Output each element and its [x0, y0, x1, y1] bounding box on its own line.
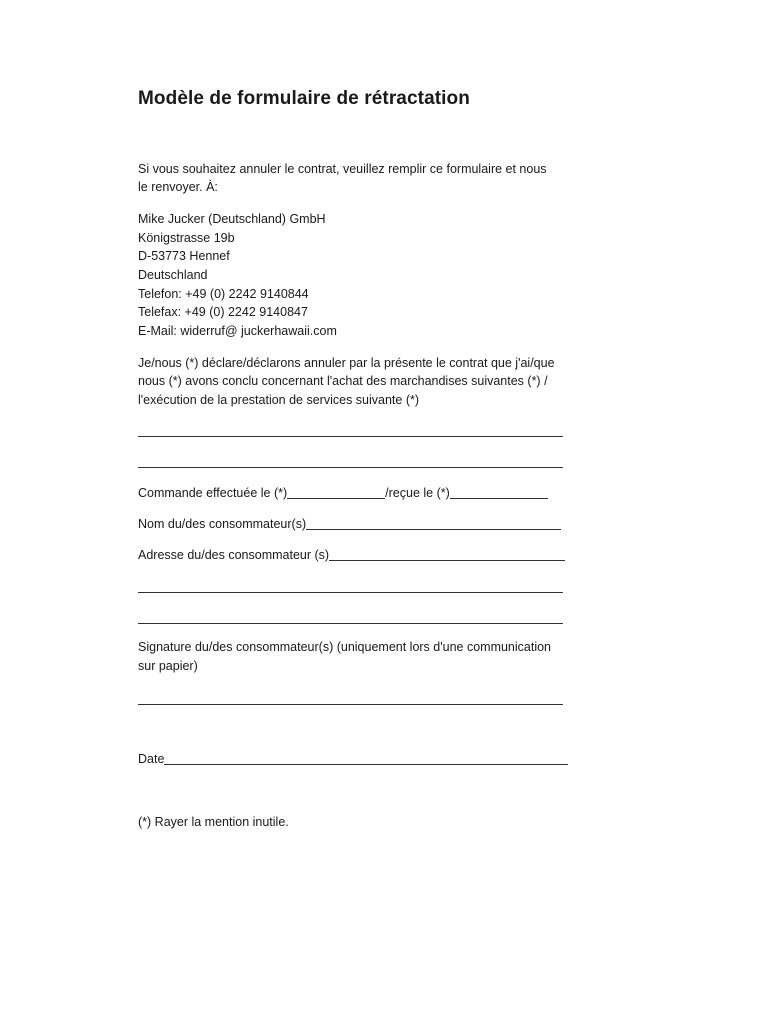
received-date-field[interactable] — [450, 486, 548, 499]
date-row — [138, 750, 568, 768]
declaration-line-3: l'exécution de la prestation de services suivante (*) — [138, 393, 420, 407]
address-line-3[interactable] — [138, 623, 563, 624]
address-line-2[interactable] — [138, 592, 563, 593]
order-date-row — [138, 484, 548, 502]
declaration-line-2: nous (*) avons conclu concernant l'achat des marchandises suivantes (*) / — [138, 374, 548, 388]
address-company: Mike Jucker (Deutschland) GmbH — [138, 212, 326, 226]
date-label: Date — [138, 752, 165, 766]
footnote: (*) Rayer la mention inutile. — [138, 815, 289, 829]
signature-line-2: sur papier) — [138, 659, 198, 673]
form-title: Modèle de formulaire de rétractation — [138, 88, 470, 109]
signature-line-1: Signature du/des consommateur(s) (uniquement lors d'une communication — [138, 640, 552, 654]
date-field[interactable] — [164, 752, 568, 765]
signature-field[interactable] — [138, 704, 563, 705]
consumer-address-field[interactable] — [329, 548, 565, 561]
consumer-name-label: Nom du/des consommateur(s) — [138, 517, 307, 531]
address-telefon: Telefon: +49 (0) 2242 9140844 — [138, 287, 309, 301]
address-street: Königstrasse 19b — [138, 231, 235, 245]
order-date-field[interactable] — [287, 486, 385, 499]
goods-line-1[interactable] — [138, 436, 563, 437]
consumer-address-row — [138, 546, 565, 564]
consumer-address-label: Adresse du/des consommateur (s) — [138, 548, 330, 562]
address-country: Deutschland — [138, 268, 208, 282]
declaration-line-1: Je/nous (*) déclare/déclarons annuler par la présente le contrat que j'ai/que — [138, 356, 555, 370]
address-city: D-53773 Hennef — [138, 249, 230, 263]
goods-line-2[interactable] — [138, 467, 563, 468]
intro-line-2: le renvoyer. À: — [138, 180, 218, 194]
address-telefax: Telefax: +49 (0) 2242 9140847 — [138, 305, 308, 319]
order-date-label: Commande effectuée le (*) — [138, 486, 288, 500]
consumer-name-row — [138, 515, 561, 533]
received-date-label: /reçue le (*) — [385, 486, 450, 500]
address-email: E-Mail: widerruf@ juckerhawaii.com — [138, 324, 337, 338]
consumer-name-field[interactable] — [306, 517, 561, 530]
intro-line-1: Si vous souhaitez annuler le contrat, veuillez remplir ce formulaire et nous — [138, 162, 547, 176]
